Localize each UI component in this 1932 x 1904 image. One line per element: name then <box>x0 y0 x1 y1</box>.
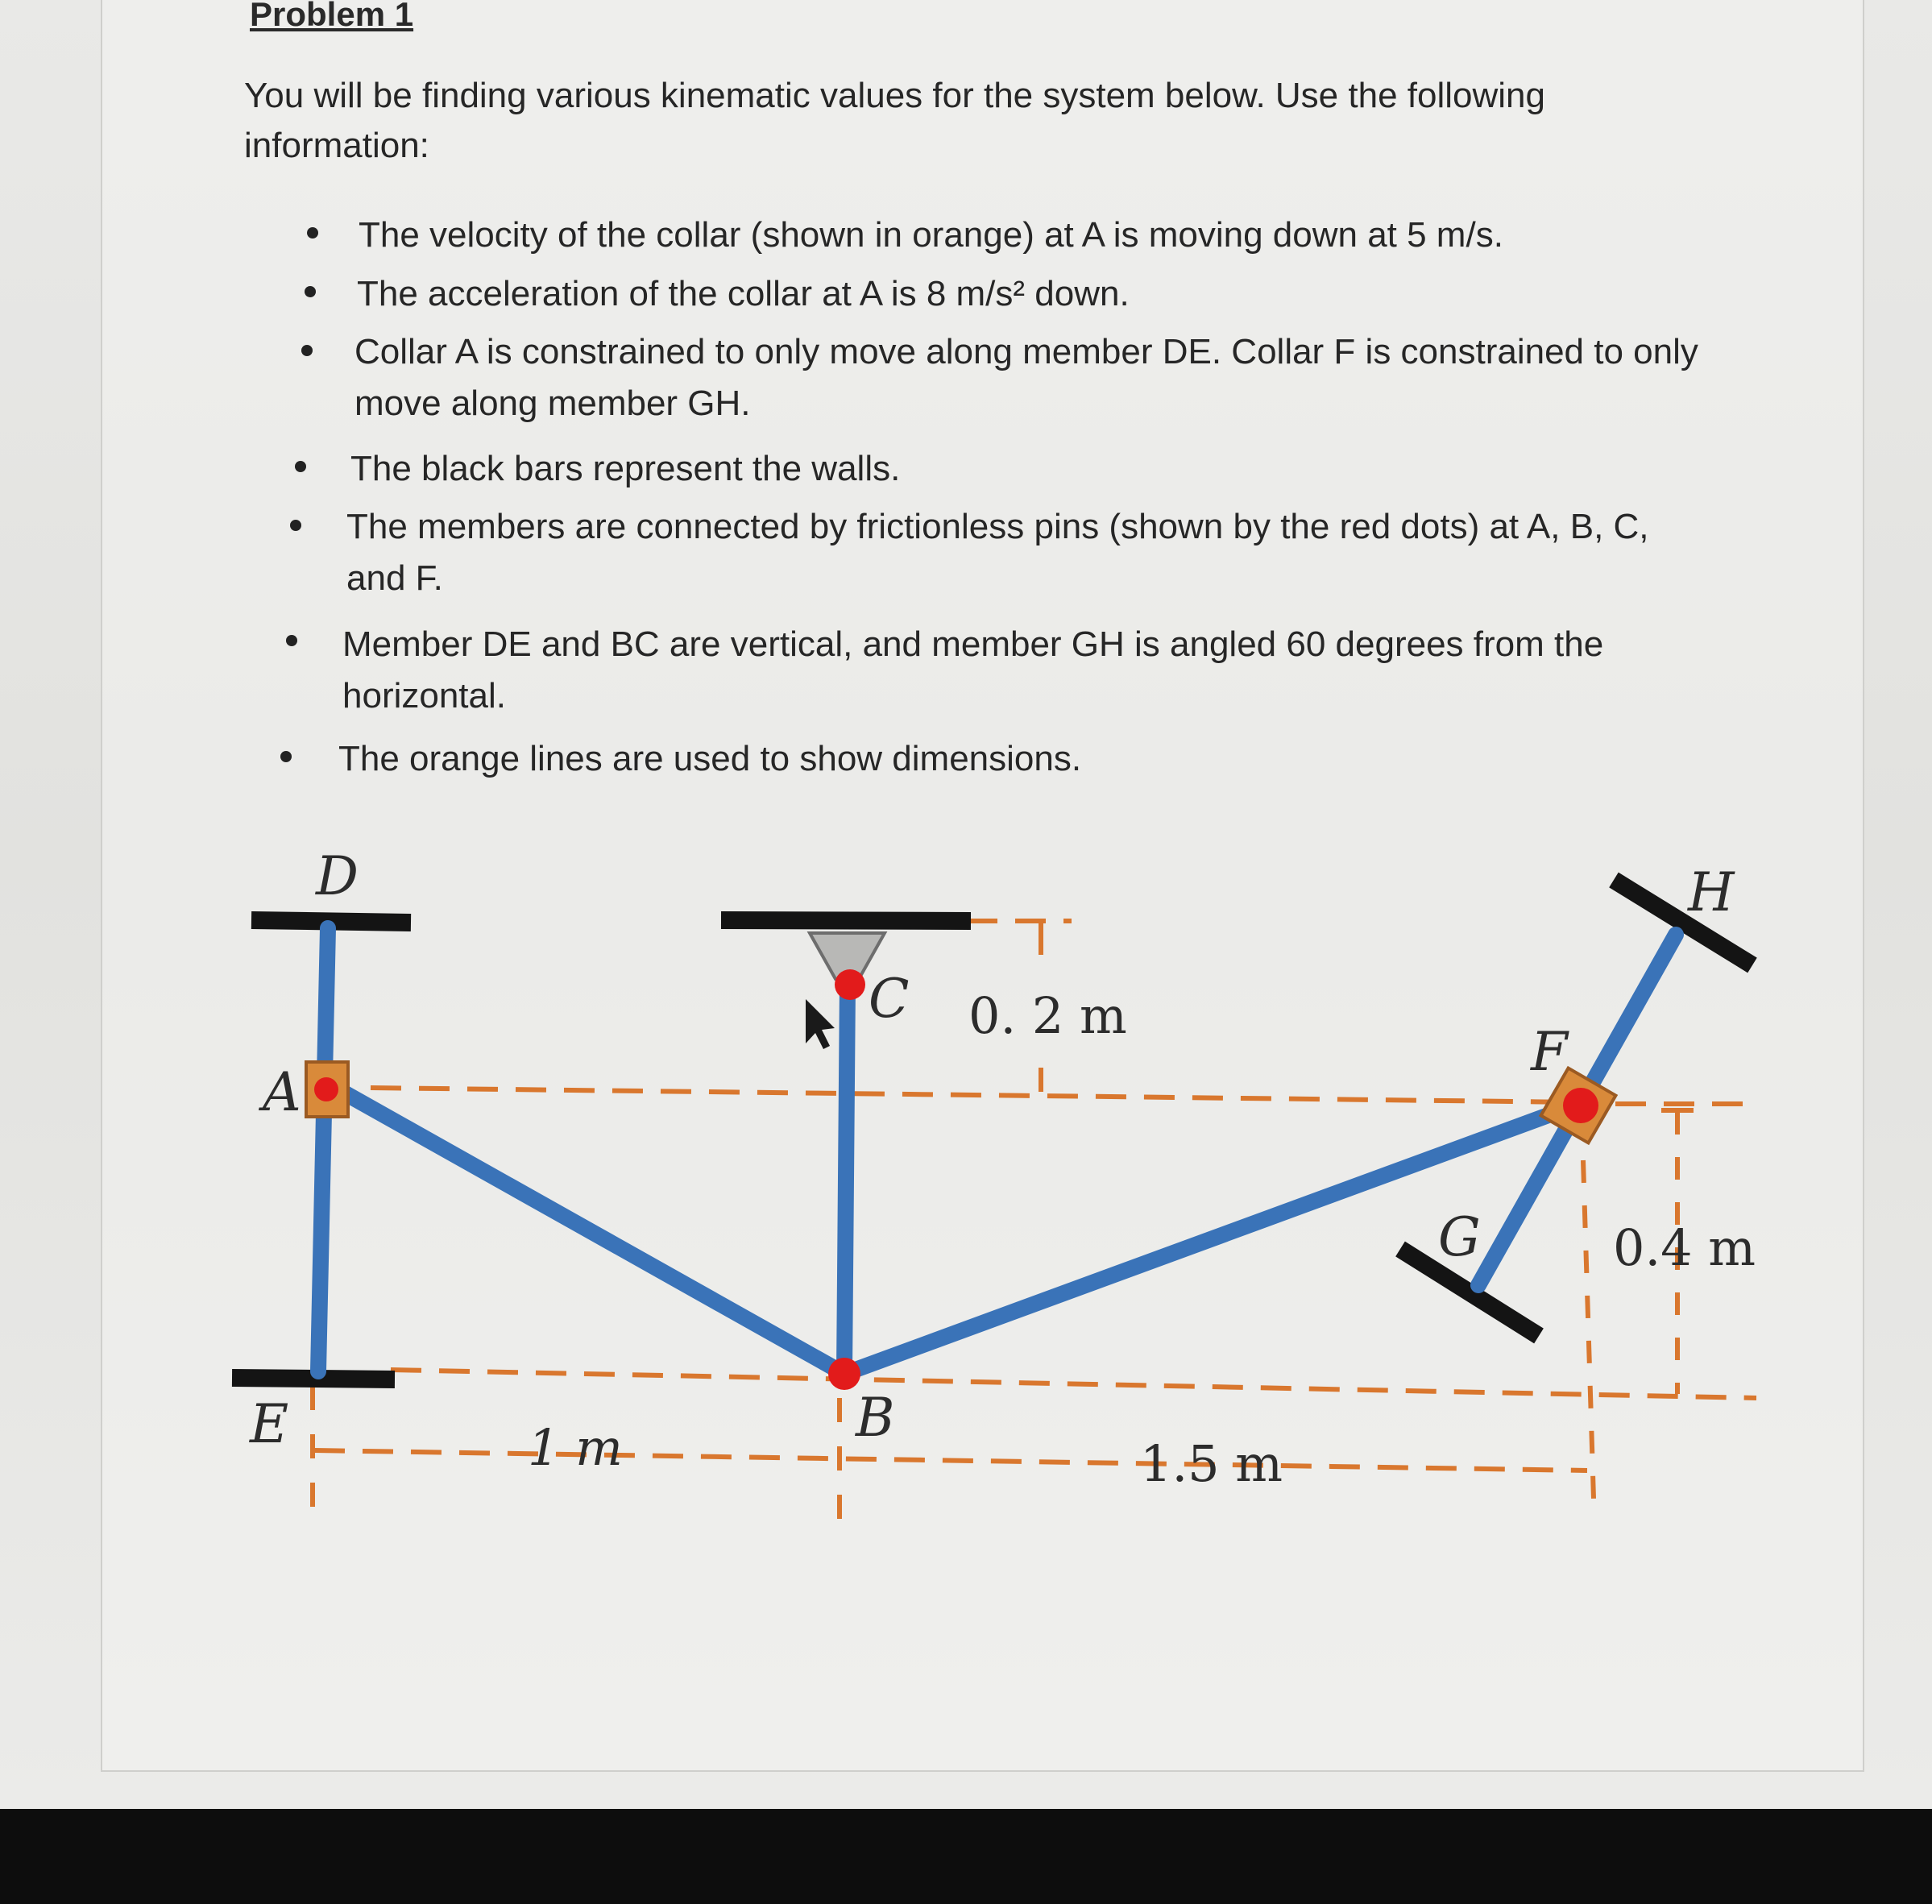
screen-bezel <box>0 1809 1932 1904</box>
wall-e <box>232 1378 395 1379</box>
problem-title: Problem 1 <box>250 0 414 33</box>
dimension-label-1-5m: 1.5 m <box>1140 1434 1283 1493</box>
pin-a <box>314 1077 338 1101</box>
member-bc <box>844 983 848 1374</box>
intro-paragraph: You will be finding various kinematic values for the system below. Use the following information: <box>244 76 1545 165</box>
label-g: G <box>1438 1206 1481 1268</box>
label-c: C <box>869 968 910 1030</box>
bullet-item: The orange lines are used to show dimensions. <box>338 739 1082 778</box>
bullet-item: The velocity of the collar (shown in orange) at A is moving down at 5 m/s. <box>359 215 1503 255</box>
label-f: F <box>1531 1021 1568 1083</box>
member-de <box>318 928 328 1371</box>
wall-c <box>721 920 971 921</box>
bullet-item: The black bars represent the walls. <box>350 449 901 488</box>
label-b: B <box>856 1387 895 1449</box>
dim-line-level-a <box>371 1088 1579 1102</box>
mouse-cursor-icon <box>806 999 835 1049</box>
bullet-item: The acceleration of the collar at A is 8 m/s² down. <box>357 274 1130 313</box>
label-d: D <box>316 845 359 907</box>
bullet-item: The members are connected by frictionless pins (shown by the red dots) at A, B, C, and F. <box>346 507 1649 598</box>
bullet-item: Collar A is constrained to only move along member DE. Collar F is constrained to only move along member GH. <box>354 332 1698 423</box>
dimension-label-1m: 1 m <box>528 1418 623 1477</box>
dim-line-level-b <box>391 1370 1756 1398</box>
label-a: A <box>263 1061 301 1123</box>
label-h: H <box>1688 861 1735 923</box>
dim-line-bottom <box>314 1450 1587 1471</box>
member-ab <box>342 1092 844 1374</box>
bullet-item: Member DE and BC are vertical, and member GH is angled 60 degrees from the horizontal. <box>342 624 1604 716</box>
dim-vert-f <box>1583 1160 1594 1499</box>
pin-f <box>1563 1088 1598 1123</box>
pin-c <box>835 969 865 1000</box>
pin-b <box>828 1358 860 1390</box>
dimension-label-0-4m: 0.4 m <box>1613 1218 1756 1277</box>
label-e: E <box>250 1393 289 1455</box>
dimension-label-0-2m: 0. 2 m <box>968 986 1127 1045</box>
